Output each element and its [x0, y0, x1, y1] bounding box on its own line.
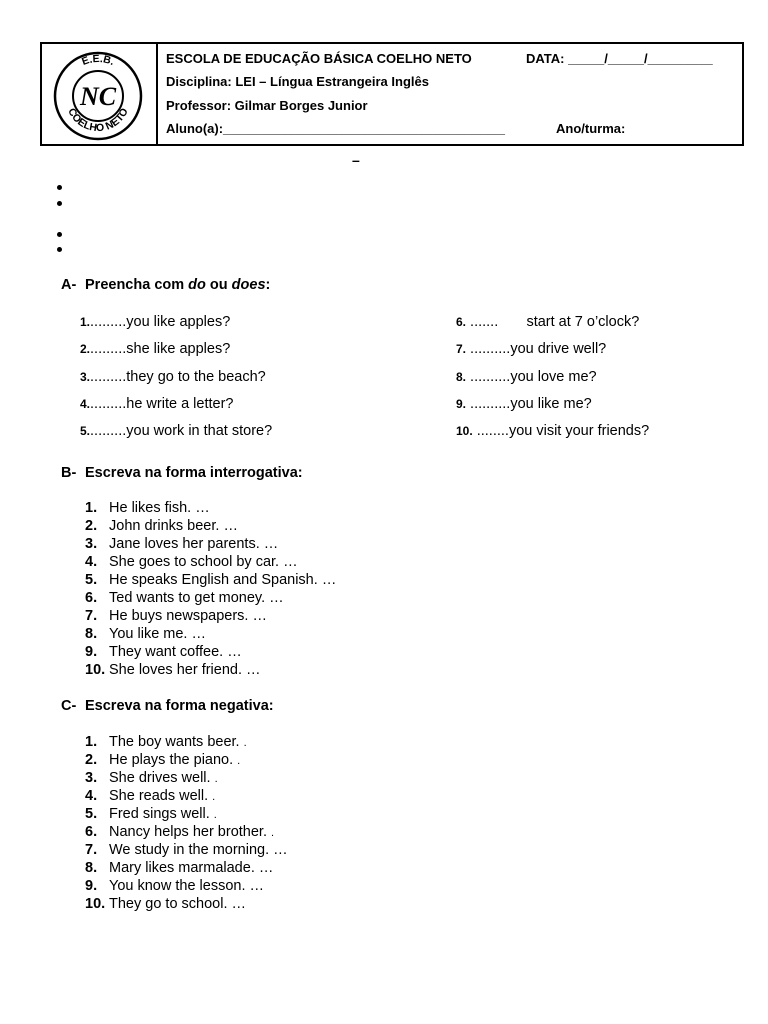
exercise-item: 6. Nancy helps her brother. .	[85, 824, 275, 840]
answer-line[interactable]: .	[212, 791, 216, 803]
exercise-item: 1. He likes fish. …	[85, 500, 210, 516]
exercise-item: 10. ........you visit your friends?	[456, 423, 650, 439]
exercise-item: 3. Jane loves her parents. …	[85, 536, 279, 552]
answer-line[interactable]: …	[195, 500, 210, 516]
answer-line[interactable]: .	[243, 737, 248, 749]
section-letter: B-	[61, 465, 77, 481]
exercise-item: 2..........she like apples?	[80, 341, 231, 357]
class-field[interactable]: Ano/turma:	[556, 121, 626, 136]
section-a-title: A- Preencha com do ou does:	[61, 277, 271, 293]
exercise-item: 9. You know the lesson. …	[85, 878, 265, 894]
answer-line[interactable]: …	[246, 662, 261, 678]
bullet	[57, 232, 62, 237]
section-letter: C-	[61, 698, 77, 714]
exercise-item: 2. John drinks beer. …	[85, 518, 238, 534]
bullet	[57, 185, 62, 190]
answer-line[interactable]: …	[191, 626, 206, 642]
answer-line[interactable]: …	[223, 518, 238, 534]
exercise-item: 9. ..........you like me?	[456, 396, 592, 412]
answer-line[interactable]: …	[258, 860, 274, 876]
answer-line[interactable]: …	[269, 590, 284, 606]
answer-line[interactable]: .	[271, 827, 275, 839]
exercise-item: 3. She drives well. .	[85, 770, 219, 786]
teacher-line: Professor: Gilmar Borges Junior	[166, 98, 368, 113]
exercise-item: 7. ..........you drive well?	[456, 341, 607, 357]
school-name: ESCOLA DE EDUCAÇÃO BÁSICA COELHO NETO	[166, 51, 472, 66]
exercise-item: 1. The boy wants beer. .	[85, 734, 248, 750]
exercise-item: 1..........you like apples?	[80, 314, 231, 330]
student-name-field[interactable]: Aluno(a):_______________________________________	[166, 121, 506, 136]
exercise-item: 4..........he write a letter?	[80, 396, 234, 412]
bullet	[57, 247, 62, 252]
exercise-item: 2. He plays the piano. .	[85, 752, 241, 768]
exercise-item: 6. Ted wants to get money. …	[85, 590, 284, 606]
date-field[interactable]: DATA: _____/_____/_________	[526, 51, 713, 66]
answer-line[interactable]: …	[321, 572, 337, 588]
answer-line[interactable]: …	[263, 536, 279, 552]
answer-line[interactable]: …	[252, 608, 267, 624]
answer-line[interactable]: …	[227, 644, 242, 660]
header-box	[40, 42, 744, 146]
section-c-title: C- Escreva na forma negativa:	[61, 698, 274, 714]
exercise-item: 5. He speaks English and Spanish. …	[85, 572, 337, 588]
answer-line[interactable]: .	[214, 773, 219, 785]
answer-line[interactable]: .	[237, 755, 241, 767]
school-logo	[53, 51, 143, 141]
exercise-item: 7. We study in the morning. …	[85, 842, 288, 858]
exercise-item: 6. ....... start at 7 o’clock?	[456, 314, 640, 330]
logo-cell	[42, 44, 158, 144]
answer-line[interactable]: …	[273, 842, 288, 858]
logo-bottom-text: COELHO NETO	[65, 106, 131, 135]
logo-monogram: NC	[79, 82, 117, 111]
exercise-item: 4. She goes to school by car. …	[85, 554, 298, 570]
section-b-title: B- Escreva na forma interrogativa:	[61, 465, 303, 481]
exercise-item: 5..........you work in that store?	[80, 423, 273, 439]
exercise-item: 9. They want coffee. …	[85, 644, 242, 660]
discipline-line: Disciplina: LEI – Língua Estrangeira Inglês	[166, 74, 429, 89]
exercise-item: 8. Mary likes marmalade. …	[85, 860, 274, 876]
answer-line[interactable]: …	[249, 878, 265, 894]
logo-top-text: E.E.B.	[80, 52, 117, 69]
exercise-item: 10. She loves her friend. …	[85, 662, 261, 678]
exercise-item: 8. ..........you love me?	[456, 369, 597, 385]
section-letter: A-	[61, 277, 77, 293]
exercise-item: 8. You like me. …	[85, 626, 206, 642]
exercise-item: 7. He buys newspapers. …	[85, 608, 267, 624]
exercise-item: 5. Fred sings well. .	[85, 806, 218, 822]
answer-line[interactable]: …	[231, 896, 247, 912]
answer-line[interactable]: .	[213, 809, 218, 821]
exercise-item: 4. She reads well. .	[85, 788, 216, 804]
stray-dash: –	[352, 152, 360, 168]
exercise-item: 10. They go to school. …	[85, 896, 247, 912]
bullet	[57, 201, 62, 206]
exercise-item: 3..........they go to the beach?	[80, 369, 266, 385]
answer-line[interactable]: …	[283, 554, 298, 570]
